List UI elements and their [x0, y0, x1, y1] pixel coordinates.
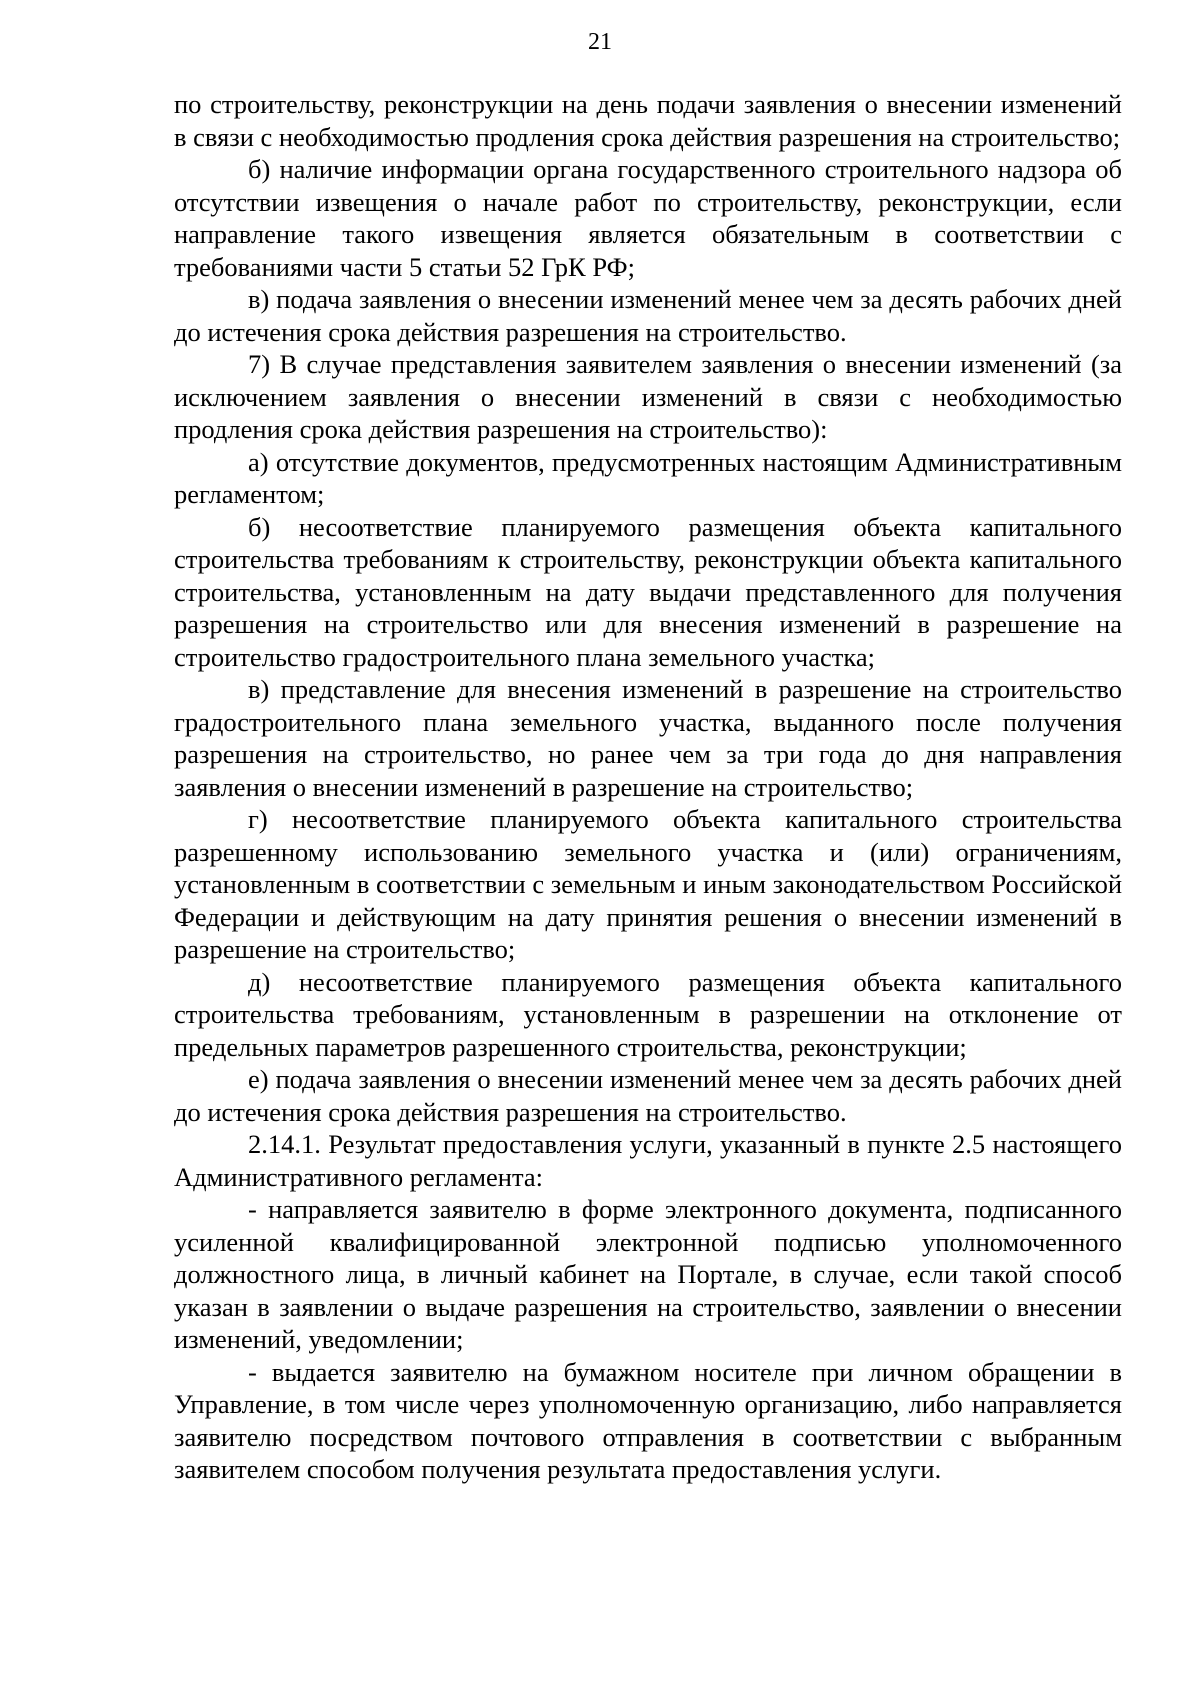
paragraph-clause-7-item-b: б) несоответствие планируемого размещения объекта капитального строительства требованиям к строительству, реконструкции объекта капитального строительства, установленным на дату выдачи представленного для получения разрешения на строительство или для внесения изменений в разрешение на строительство градостроительного плана земельного участка; [174, 511, 1122, 672]
paragraph-clause-7-item-a: а) отсутствие документов, предусмотренных настоящим Административным регламентом; [174, 446, 1122, 509]
paragraph-bullet-electronic: - направляется заявителю в форме электронного документа, подписанного усиленной квалифицированной электронной подписью уполномоченного должностного лица, в личный кабинет на Портале, в случае, если такой способ указан в заявлении о выдаче разрешения на строительство, заявлении о внесении изменений, уведомлении; [174, 1194, 1122, 1354]
paragraph-clause-7: 7) В случае представления заявителем заявления о внесении изменений (за исключением заявления о внесении изменений в связи с необходимостью продления срока действия разрешения на строительство): [174, 349, 1122, 444]
paragraph-bullet-paper: - выдается заявителю на бумажном носителе при личном обращении в Управление, в том числе через уполномоченную организацию, либо направляется заявителю посредством почтового отправления в соответствии с выбранным заявителем способом получения результата предоставления услуги. [174, 1356, 1122, 1484]
paragraph-item-v: в) подача заявления о внесении изменений менее чем за десять рабочих дней до истечения срока действия разрешения на строительство. [174, 284, 1122, 347]
document-body [174, 88, 1122, 1486]
page-number: 21 [588, 29, 612, 55]
paragraph-section-2-14-1: 2.14.1. Результат предоставления услуги, указанный в пункте 2.5 настоящего Административного регламента: [174, 1129, 1122, 1192]
paragraph-clause-7-item-d: д) несоответствие планируемого размещения объекта капитального строительства требованиям, установленным в разрешении на отклонение от предельных параметров разрешенного строительства, реконструкции; [174, 966, 1122, 1062]
paragraph-clause-7-item-v: в) представление для внесения изменений в разрешение на строительство градостроительного плана земельного участка, выданного после получения разрешения на строительство, но ранее чем за три года до дня направления заявления о внесении изменений в разрешение на строительство; [174, 674, 1122, 802]
paragraph-item-b: б) наличие информации органа государственного строительного надзора об отсутствии извещения о начале работ по строительству, реконструкции, если направление такого извещения является обязательным в соответствии с требованиями части 5 статьи 52 ГрК РФ; [174, 154, 1122, 282]
paragraph-continuation: по строительству, реконструкции на день подачи заявления о внесении изменений в связи с необходимостью продления срока действия разрешения на строительство; [174, 89, 1122, 152]
paragraph-clause-7-item-g: г) несоответствие планируемого объекта капитального строительства разрешенному использованию земельного участка и (или) ограничениям, установленным в соответствии с земельным и иным законодательством Российской Федерации и действующим на дату принятия решения о внесении изменений в разрешение на строительство; [174, 804, 1122, 964]
paragraph-clause-7-item-e: е) подача заявления о внесении изменений менее чем за десять рабочих дней до истечения срока действия разрешения на строительство. [174, 1064, 1122, 1127]
